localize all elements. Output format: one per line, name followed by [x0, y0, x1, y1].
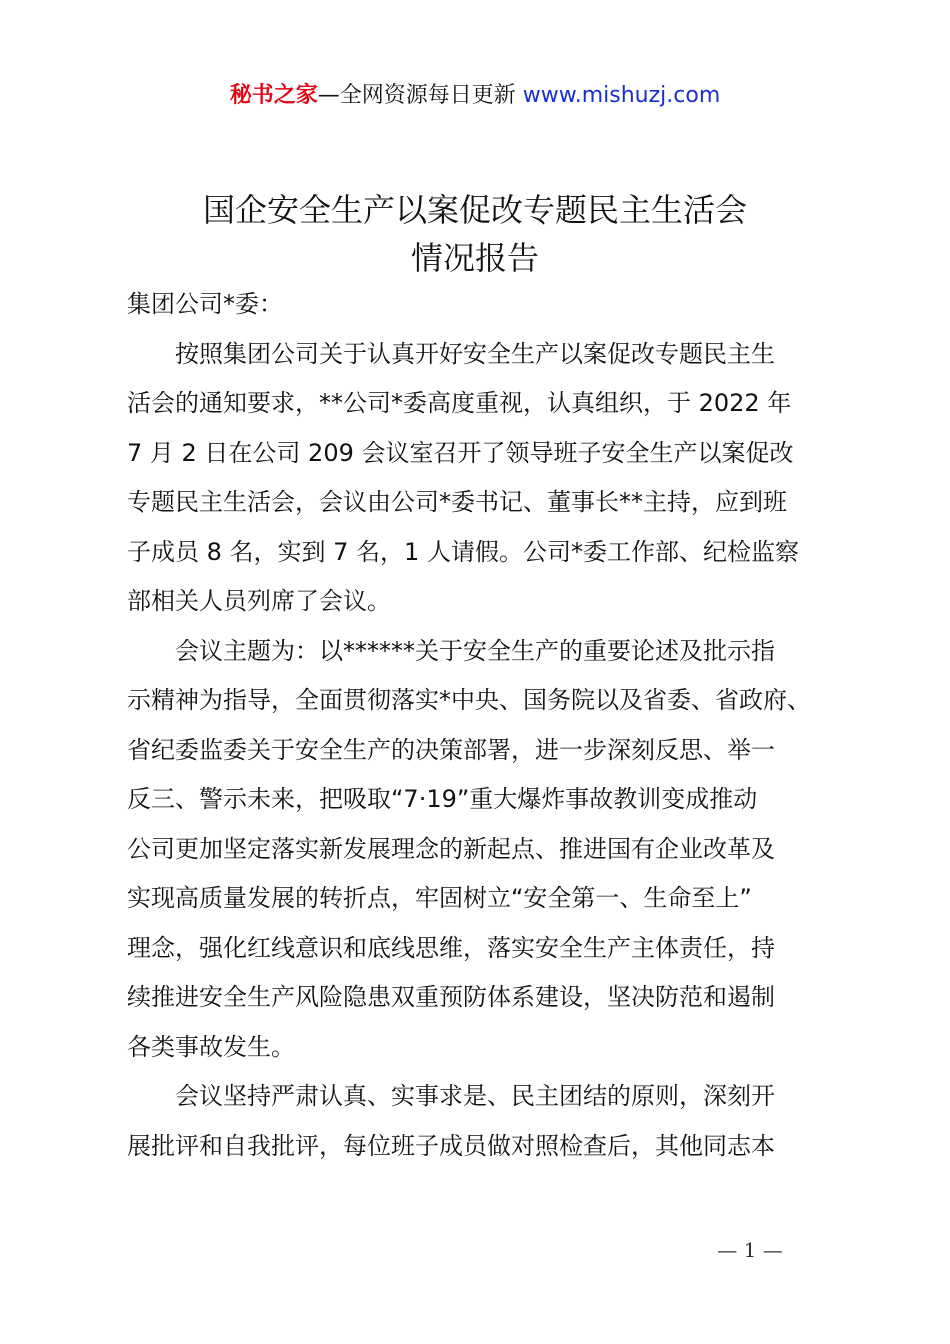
brand-name: 秘书之家: [229, 83, 318, 108]
body-line: 省纪委监委关于安全生产的决策部署，进一步深刻反思、举一: [127, 735, 775, 764]
site-banner: [0, 80, 950, 112]
body-line: 反三、警示未来，把吸取“7·19”重大爆炸事故教训变成推动: [127, 785, 758, 813]
document-title: [0, 186, 950, 282]
body-line: 会议坚持严肃认真、实事求是、民主团结的原则，深刻开: [127, 1082, 775, 1110]
site-url-link[interactable]: www.mishuzj.com: [522, 83, 721, 108]
body-line: 专题民主生活会，会议由公司*委书记、董事长**主持，应到班: [127, 488, 787, 516]
body-line: 示精神为指导，全面贯彻落实*中央、国务院以及省委、省政府、: [127, 686, 811, 714]
body-line: 续推进安全生产风险隐患双重预防体系建设，坚决防范和遏制: [127, 983, 775, 1011]
body-line: 各类事故发生。: [127, 1032, 295, 1061]
salutation: 集团公司*委：: [127, 290, 283, 318]
body-line: 会议主题为：以******关于安全生产的重要论述及批示指: [127, 636, 775, 665]
page-number: — 1 —: [717, 1238, 783, 1262]
brand-slogan: —全网资源每日更新: [317, 83, 523, 108]
title-line-1: 国企安全生产以案促改专题民主生活会: [202, 191, 747, 229]
body-line: 按照集团公司关于认真开好安全生产以案促改专题民主生: [127, 339, 775, 368]
document-body: [127, 280, 847, 1171]
body-line: 实现高质量发展的转折点，牢固树立“安全第一、生命至上”: [127, 884, 752, 912]
body-line: 活会的通知要求，**公司*委高度重视，认真组织，于 2022 年: [127, 389, 792, 417]
body-line: 理念，强化红线意识和底线思维，落实安全生产主体责任，持: [127, 933, 775, 962]
body-line: 7 月 2 日在公司 209 会议室召开了领导班子安全生产以案促改: [127, 438, 794, 467]
body-line: 部相关人员列席了会议。: [127, 587, 391, 615]
title-line-2: 情况报告: [410, 239, 539, 277]
body-line: 子成员 8 名，实到 7 名，1 人请假。公司*委工作部、纪检监察: [127, 537, 799, 566]
body-line: 展批评和自我批评，每位班子成员做对照检查后，其他同志本: [127, 1131, 775, 1160]
body-line: 公司更加坚定落实新发展理念的新起点、推进国有企业改革及: [127, 834, 775, 863]
